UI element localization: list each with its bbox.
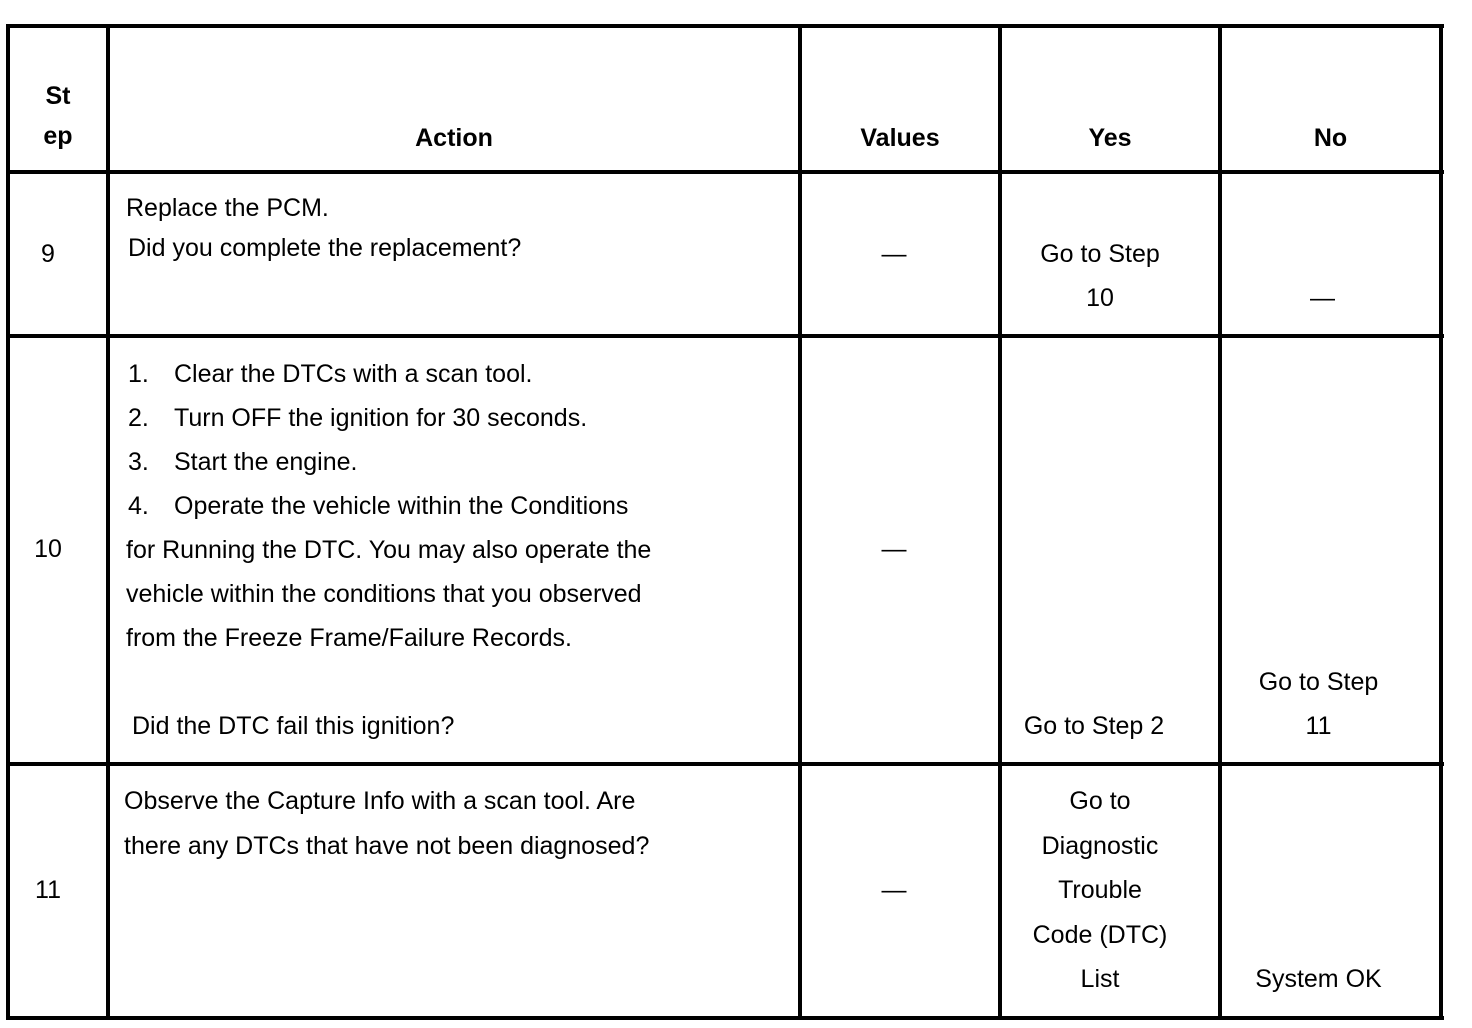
yes-line: Trouble [1058, 876, 1142, 904]
values-text: — [881, 535, 907, 563]
header-step-line1: St [45, 82, 71, 110]
action-text [126, 188, 521, 268]
list-item-text: Turn OFF the ignition for 30 seconds. [174, 404, 588, 432]
values-text: — [881, 240, 907, 268]
action-continuation: from the Freeze Frame/Failure Records. [126, 624, 572, 652]
header-values: Values [860, 124, 940, 152]
action-line: Observe the Capture Info with a scan tool. Are [124, 787, 636, 815]
no-line: Go to Step [1258, 668, 1379, 696]
yes-line: Go to Step [1040, 240, 1160, 268]
yes-text [990, 779, 1210, 1002]
action-question: Did the DTC fail this ignition? [132, 712, 455, 740]
step-number: 10 [34, 535, 62, 563]
action-list-item [126, 440, 651, 484]
header-action: Action [415, 124, 493, 152]
action-continuation: vehicle within the conditions that you observed [126, 580, 642, 608]
list-item-number: 2. [128, 404, 149, 432]
no-line: 11 [1305, 712, 1332, 740]
action-line: there any DTCs that have not been diagnosed? [124, 832, 650, 860]
yes-text [990, 232, 1210, 320]
list-item-number: 4. [128, 492, 149, 520]
no-text [1208, 660, 1429, 748]
yes-line: List [1080, 965, 1120, 993]
yes-line: 10 [1086, 284, 1114, 312]
header-yes: Yes [1088, 124, 1132, 152]
step-number: 9 [41, 240, 55, 268]
action-text [126, 352, 651, 660]
list-item-text: Operate the vehicle within the Conditions [174, 492, 629, 520]
action-list-item [126, 396, 651, 440]
no-text: — [1310, 284, 1335, 312]
values-text: — [881, 876, 907, 904]
no-text: System OK [1255, 965, 1382, 993]
header-step [8, 76, 108, 156]
action-line: Replace the PCM. [126, 194, 329, 222]
action-continuation: for Running the DTC. You may also operate the [126, 536, 652, 564]
list-item-text: Start the engine. [174, 448, 358, 476]
step-number: 11 [35, 876, 61, 904]
action-line: Did you complete the replacement? [128, 234, 522, 262]
yes-line: Diagnostic [1041, 831, 1159, 860]
list-item-text: Clear the DTCs with a scan tool. [174, 360, 533, 388]
yes-line: Go to [1069, 787, 1131, 815]
list-item-number: 3. [128, 448, 149, 476]
action-text [124, 779, 649, 869]
yes-line: Code (DTC) [1032, 920, 1168, 949]
list-item-number: 1. [128, 360, 149, 388]
header-step-line2: ep [43, 122, 73, 150]
header-no: No [1313, 124, 1348, 152]
action-list-item [126, 484, 651, 528]
action-list-item [126, 352, 651, 396]
yes-text: Go to Step 2 [1023, 712, 1165, 740]
